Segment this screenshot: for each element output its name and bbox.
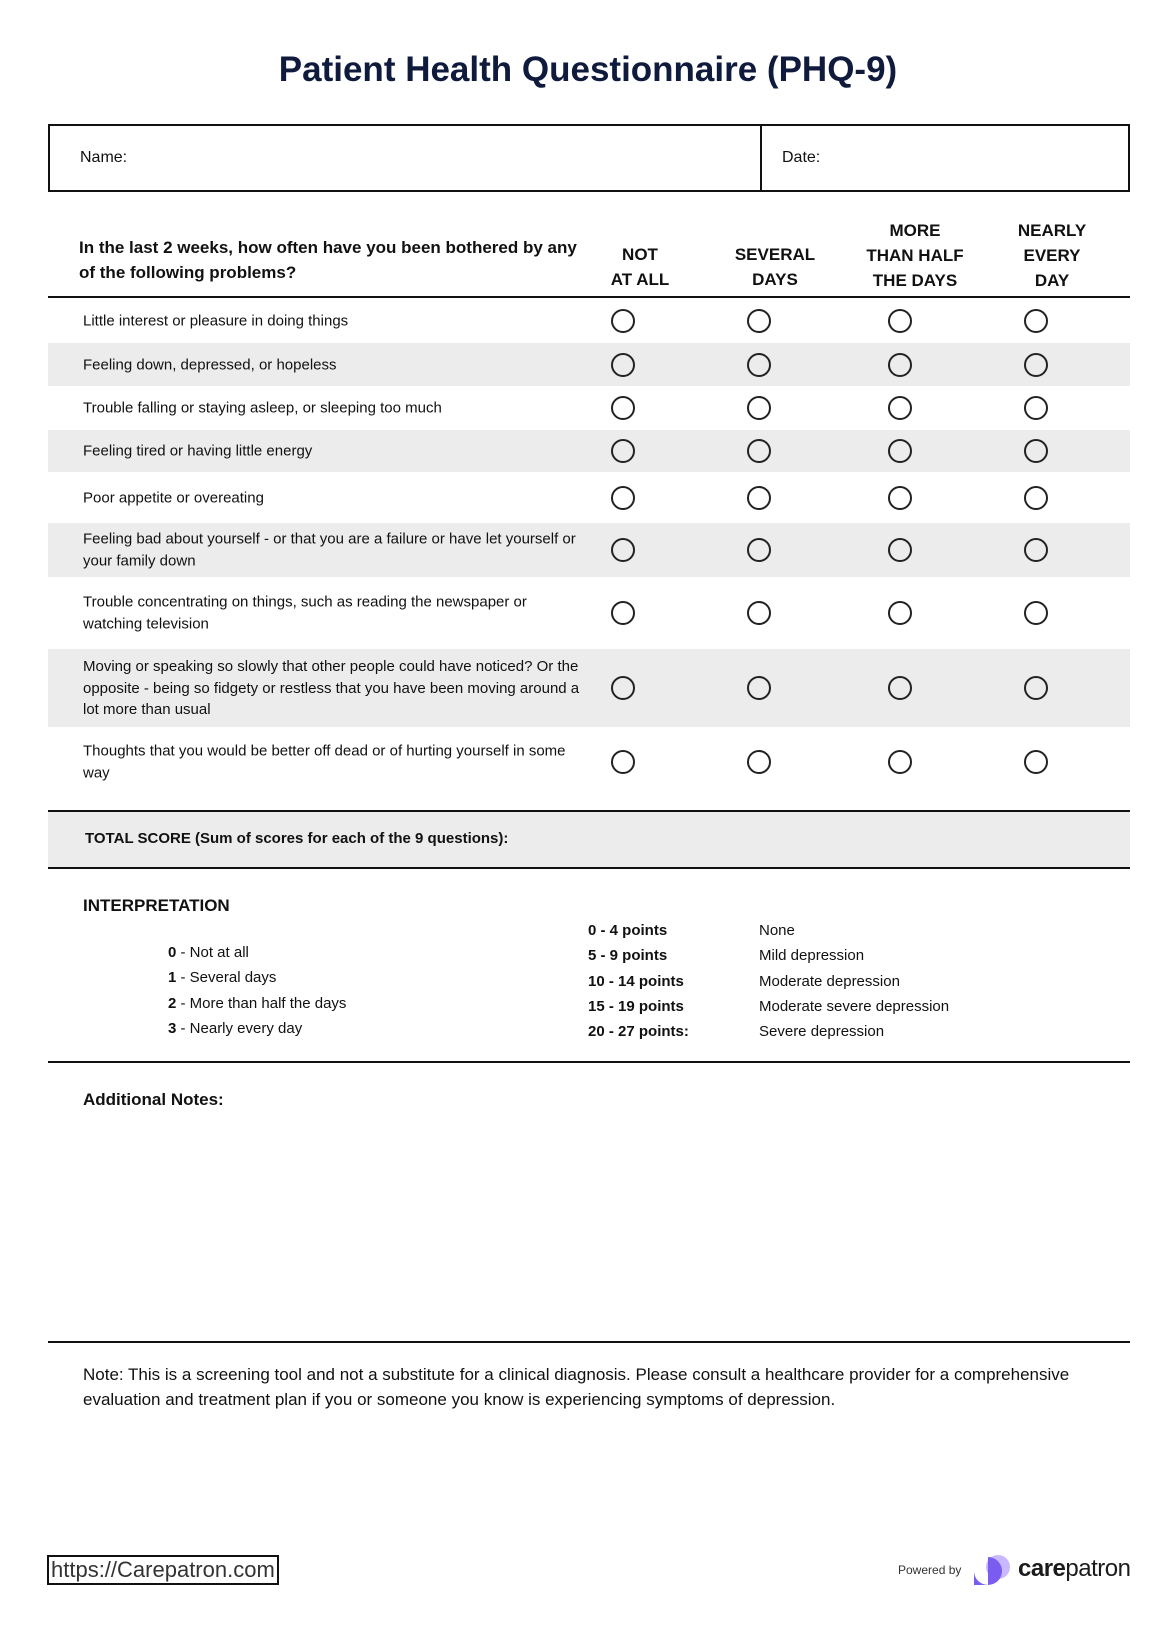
name-label: Name: [80, 149, 128, 166]
radio-more-than-half[interactable] [888, 601, 912, 625]
radio-more-than-half[interactable] [888, 439, 912, 463]
radio-nearly-every-day[interactable] [1024, 486, 1048, 510]
radio-several-days[interactable] [747, 538, 771, 562]
radio-not-at-all[interactable] [611, 353, 635, 377]
questions-prompt: In the last 2 weeks, how often have you been bothered by any of the following problems? [79, 238, 577, 282]
radio-not-at-all[interactable] [611, 309, 635, 333]
question-row [48, 430, 1130, 472]
column-header-nearly-every-day: NEARLY EVERY DAY [1017, 221, 1087, 290]
radio-several-days[interactable] [747, 353, 771, 377]
radio-not-at-all[interactable] [611, 439, 635, 463]
radio-not-at-all[interactable] [611, 601, 635, 625]
question-text: Trouble concentrating on things, such as reading the newspaper or watching television [83, 593, 527, 632]
radio-more-than-half[interactable] [888, 309, 912, 333]
questions-header [48, 210, 1130, 298]
column-header-more-than-half: MORE THAN HALF THE DAYS [866, 221, 964, 290]
column-header-not-at-all: NOT AT ALL [610, 245, 670, 289]
scale-item: 2 - More than half the days [168, 994, 347, 1012]
question-text: Moving or speaking so slowly that other people could have noticed? Or the opposite - being so fidgety or restless that you have been moving around a lot more than usual [83, 657, 580, 718]
radio-nearly-every-day[interactable] [1024, 353, 1048, 377]
radio-nearly-every-day[interactable] [1024, 601, 1048, 625]
radio-several-days[interactable] [747, 601, 771, 625]
question-row [48, 523, 1130, 577]
radio-several-days[interactable] [747, 486, 771, 510]
additional-notes-area[interactable] [48, 1120, 1130, 1340]
radio-more-than-half[interactable] [888, 750, 912, 774]
radio-more-than-half[interactable] [888, 353, 912, 377]
question-row [48, 577, 1130, 649]
radio-not-at-all[interactable] [611, 750, 635, 774]
divider [48, 1341, 1130, 1343]
divider [48, 1061, 1130, 1063]
carepatron-link[interactable]: https://Carepatron.com [47, 1555, 279, 1585]
total-score-row [48, 810, 1130, 869]
question-text: Feeling tired or having little energy [83, 442, 313, 460]
question-text: Thoughts that you would be better off dead or of hurting yourself in some way [83, 742, 566, 781]
page-title: Patient Health Questionnaire (PHQ-9) [278, 50, 898, 89]
radio-several-days[interactable] [747, 309, 771, 333]
radio-nearly-every-day[interactable] [1024, 676, 1048, 700]
question-rows [48, 298, 1130, 797]
radio-several-days[interactable] [747, 396, 771, 420]
total-score-label: TOTAL SCORE (Sum of scores for each of the 9 questions): [85, 830, 509, 847]
name-field[interactable] [50, 126, 762, 190]
carepatron-wordmark: carepatron [1018, 1555, 1131, 1582]
radio-nearly-every-day[interactable] [1024, 309, 1048, 333]
score-range-row: 15 - 19 points Moderate severe depression [588, 997, 950, 1015]
question-text: Poor appetite or overeating [83, 488, 264, 506]
radio-more-than-half[interactable] [888, 676, 912, 700]
logo-front-shape [974, 1557, 1002, 1585]
radio-several-days[interactable] [747, 750, 771, 774]
question-text: Feeling bad about yourself - or that you are a failure or have let yourself or your family down [83, 530, 576, 569]
scale-item: 3 - Nearly every day [168, 1019, 303, 1037]
question-row [48, 386, 1130, 430]
date-field[interactable] [762, 126, 1128, 190]
score-range-row: 20 - 27 points: Severe depression [588, 1023, 885, 1041]
radio-more-than-half[interactable] [888, 486, 912, 510]
radio-nearly-every-day[interactable] [1024, 538, 1048, 562]
radio-nearly-every-day[interactable] [1024, 396, 1048, 420]
radio-nearly-every-day[interactable] [1024, 750, 1048, 774]
powered-by-label: Powered by [898, 1563, 962, 1577]
question-row [48, 649, 1130, 727]
radio-not-at-all[interactable] [611, 538, 635, 562]
column-header-several-days: SEVERAL DAYS [734, 245, 816, 289]
interpretation-scale [168, 940, 346, 1041]
date-label: Date: [782, 149, 821, 166]
score-range-row: 10 - 14 points Moderate depression [588, 972, 900, 990]
score-ranges [588, 918, 949, 1044]
additional-notes-title: Additional Notes: [83, 1090, 224, 1109]
radio-several-days[interactable] [747, 439, 771, 463]
radio-not-at-all[interactable] [611, 486, 635, 510]
patient-info-box [48, 124, 1130, 192]
question-text: Little interest or pleasure in doing things [83, 311, 349, 329]
question-row [48, 472, 1130, 523]
radio-several-days[interactable] [747, 676, 771, 700]
question-row [48, 343, 1130, 386]
radio-more-than-half[interactable] [888, 396, 912, 420]
radio-not-at-all[interactable] [611, 676, 635, 700]
radio-more-than-half[interactable] [888, 538, 912, 562]
scale-item: 1 - Several days [168, 969, 277, 987]
radio-nearly-every-day[interactable] [1024, 439, 1048, 463]
interpretation-title: INTERPRETATION [83, 896, 230, 915]
scale-item: 0 - Not at all [168, 944, 249, 961]
question-text: Feeling down, depressed, or hopeless [83, 355, 337, 373]
question-row [48, 727, 1130, 797]
score-range-row: 0 - 4 points None [588, 922, 795, 939]
disclaimer-note: Note: This is a screening tool and not a substitute for a clinical diagnosis. Please consult a healthcare provider for a comprehensive evaluation and treatment plan if you or someone you know is experiencing symptoms of depression. [83, 1365, 1070, 1409]
radio-not-at-all[interactable] [611, 396, 635, 420]
question-row [48, 298, 1130, 343]
question-text: Trouble falling or staying asleep, or sleeping too much [83, 399, 442, 417]
score-range-row: 5 - 9 points Mild depression [588, 947, 865, 965]
carepatron-logo-icon [968, 1553, 1016, 1587]
